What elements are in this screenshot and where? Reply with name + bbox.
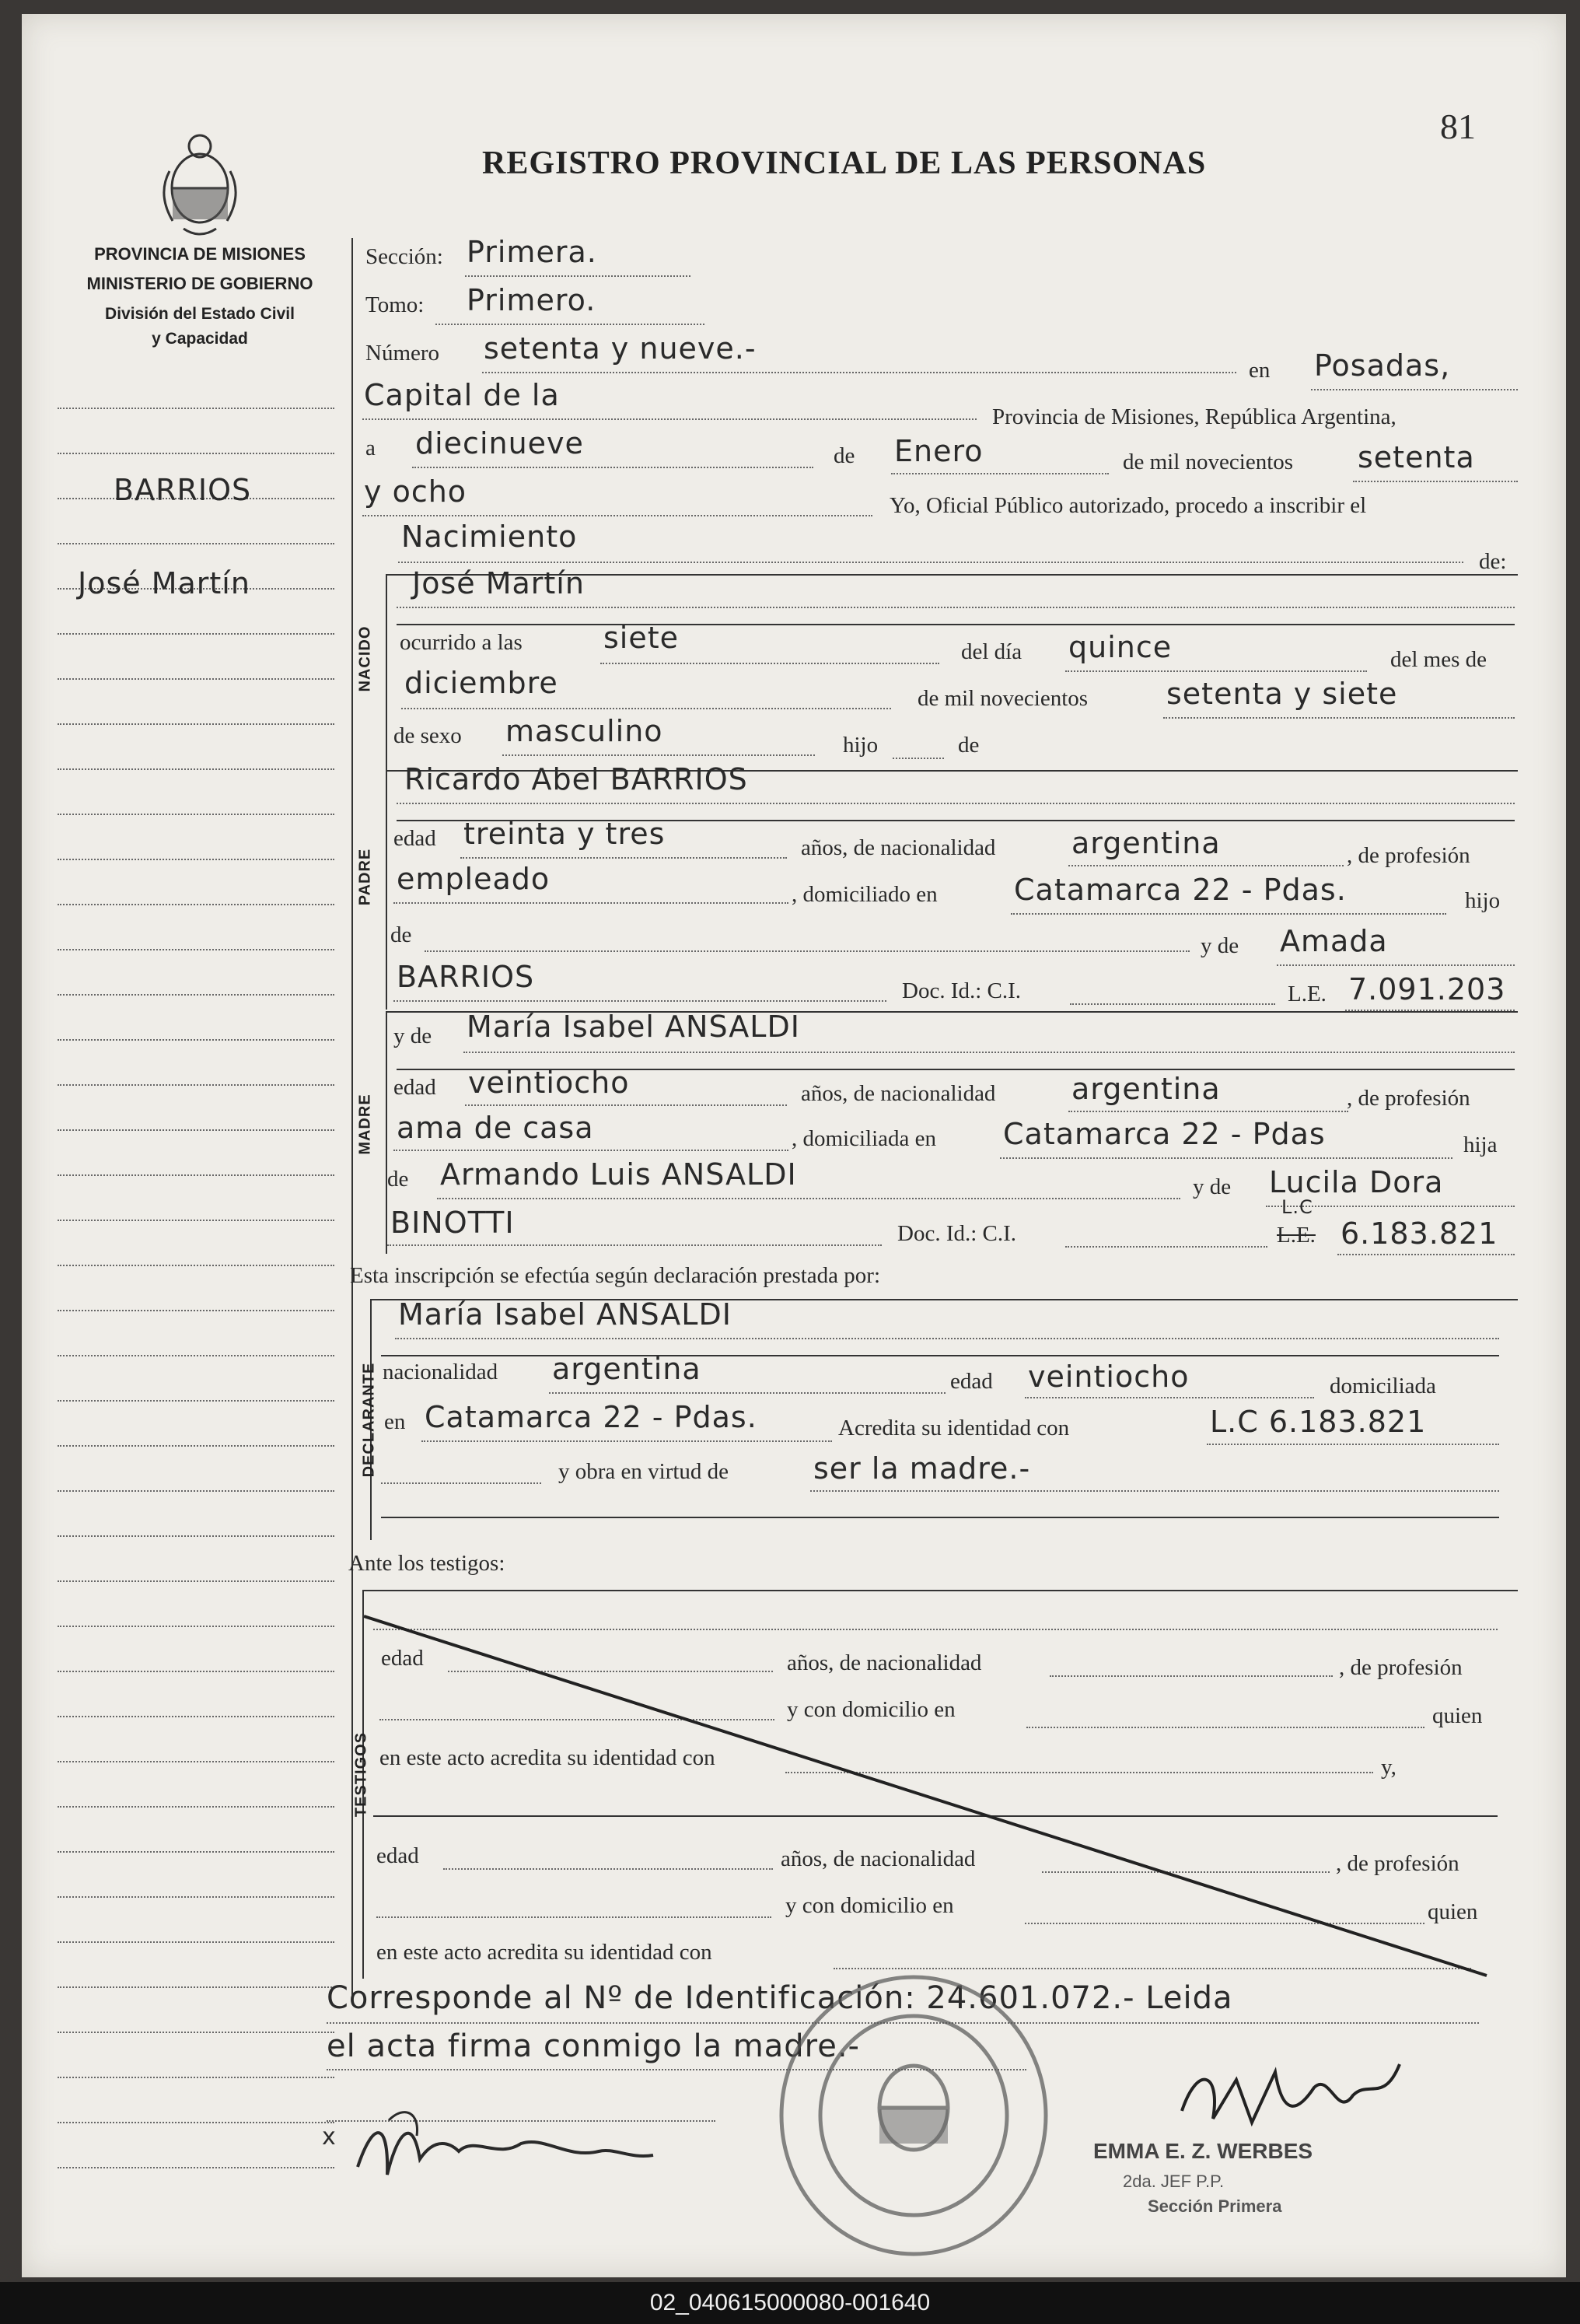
side-label-madre: MADRE xyxy=(356,1094,374,1155)
field-padre-dom: Catamarca 22 - Pdas. xyxy=(1014,873,1347,907)
issuer-line1: PROVINCIA DE MISIONES xyxy=(94,244,306,264)
label-t2-edad: edad xyxy=(376,1843,419,1868)
field-sexo: masculino xyxy=(505,714,663,748)
margin-ruled-line xyxy=(58,949,334,950)
margin-ruled-line xyxy=(58,2122,334,2123)
label-hijo2: hijo xyxy=(1465,888,1501,913)
margin-ruled-line xyxy=(58,1445,334,1447)
field-lugar: Posadas, xyxy=(1314,348,1451,383)
label-domiciliada: domiciliada xyxy=(1330,1374,1436,1398)
field-madre-nombre: María Isabel ANSALDI xyxy=(467,1010,800,1044)
field-anio-nac: setenta y siete xyxy=(1166,677,1398,711)
field-mes: Enero xyxy=(894,434,984,468)
field-dia-nac: quince xyxy=(1068,630,1173,664)
side-label-padre: PADRE xyxy=(356,848,374,906)
label-de2: de xyxy=(958,733,980,758)
label-t2-anios: años, de nacionalidad xyxy=(781,1846,976,1871)
field-padre-madre-ap: BARRIOS xyxy=(397,960,535,994)
label-nacionalidad: nacionalidad xyxy=(383,1360,498,1384)
label-padre-de: de xyxy=(390,922,412,947)
margin-ruled-line xyxy=(58,859,334,860)
label-doc-id: Doc. Id.: C.I. xyxy=(902,978,1022,1003)
label-t1-quien: quien xyxy=(1432,1703,1483,1728)
margin-ruled-line xyxy=(58,2167,334,2168)
field-madre-edad: veintiocho xyxy=(468,1066,630,1100)
field-madre-le-struck: L.E. xyxy=(1277,1223,1316,1248)
side-label-nacido: NACIDO xyxy=(356,625,374,692)
margin-ruled-line xyxy=(58,1490,334,1492)
label-y-de: y de xyxy=(1201,933,1239,958)
margin-ruled-line xyxy=(58,408,334,409)
margin-ruled-line xyxy=(58,1265,334,1266)
mother-signature-icon xyxy=(342,2089,669,2206)
label-t1-anios: años, de nacionalidad xyxy=(787,1650,982,1675)
side-label-testigos: TESTIGOS xyxy=(352,1731,370,1818)
label-madre-edad: edad xyxy=(393,1075,436,1100)
margin-ruled-line xyxy=(58,543,334,544)
label-madre-profesion: , de profesión xyxy=(1347,1086,1470,1111)
field-madre-padre: Armando Luis ANSALDI xyxy=(440,1157,797,1192)
label-hijo: hijo xyxy=(843,733,879,758)
official-section-stamp: Sección Primera xyxy=(1148,2196,1282,2216)
margin-ruled-line xyxy=(58,1355,334,1356)
document-title: REGISTRO PROVINCIAL DE LAS PERSONAS xyxy=(482,145,1207,181)
field-madre-lc: L.C xyxy=(1281,1196,1313,1218)
field-padre-prof: empleado xyxy=(397,862,551,896)
field-decl-dom: Catamarca 22 - Pdas. xyxy=(425,1400,757,1434)
label-decl-en: en xyxy=(384,1409,406,1434)
field-padre-madre: Amada xyxy=(1280,924,1388,958)
field-madre-nac: argentina xyxy=(1071,1072,1221,1106)
field-acto: Nacimiento xyxy=(401,520,578,554)
note-line2: el acta firma conmigo la madre.- xyxy=(327,2028,860,2064)
label-domiciliado-en: , domiciliado en xyxy=(792,882,938,907)
label-ante-testigos: Ante los testigos: xyxy=(348,1551,505,1576)
label-le: L.E. xyxy=(1288,982,1327,1006)
label-t1-domicilio: y con domicilio en xyxy=(787,1697,956,1722)
field-madre-dom: Catamarca 22 - Pdas xyxy=(1003,1117,1326,1151)
label-yo-oficial: Yo, Oficial Público autorizado, procedo a inscribir el xyxy=(890,493,1367,518)
field-decl-edad: veintiocho xyxy=(1028,1360,1190,1394)
field-decl-nombre: María Isabel ANSALDI xyxy=(398,1297,732,1332)
label-madre-doc-id: Doc. Id.: C.I. xyxy=(897,1221,1017,1246)
label-t1-y: y, xyxy=(1381,1755,1396,1780)
label-t2-profesion: , de profesión xyxy=(1336,1851,1459,1876)
label-t1-edad: edad xyxy=(381,1646,424,1671)
label-numero: Número xyxy=(365,341,440,366)
margin-surname: BARRIOS xyxy=(114,473,252,507)
margin-ruled-line xyxy=(58,2077,334,2078)
signature-x-mark: x xyxy=(322,2123,337,2151)
label-madre-anios: años, de nacionalidad xyxy=(801,1081,996,1106)
official-seal-icon xyxy=(770,1968,1057,2263)
label-de-mil2: de mil novecientos xyxy=(918,686,1089,711)
margin-ruled-line xyxy=(58,1310,334,1311)
margin-ruled-line xyxy=(58,453,334,454)
field-dia: diecinueve xyxy=(415,426,584,460)
label-padre-edad: edad xyxy=(393,826,436,851)
margin-ruled-line xyxy=(58,994,334,996)
official-signature-icon xyxy=(1166,2049,1415,2150)
margin-ruled-line xyxy=(58,1129,334,1131)
page-number: 81 xyxy=(1440,107,1476,146)
label-del-dia: del día xyxy=(961,639,1022,664)
margin-ruled-line xyxy=(58,1580,334,1582)
label-domiciliada-en: , domiciliada en xyxy=(792,1126,937,1151)
label-tomo: Tomo: xyxy=(365,292,425,317)
margin-ruled-line xyxy=(58,723,334,725)
label-de-colon: de: xyxy=(1479,549,1507,574)
margin-ruled-line xyxy=(58,1174,334,1176)
field-anio-b: y ocho xyxy=(364,474,467,509)
scan-footer-id: 02_040615000080-001640 xyxy=(649,2290,931,2315)
label-seccion: Sección: xyxy=(365,244,443,269)
field-padre-nombre: Ricardo Abel BARRIOS xyxy=(404,762,748,796)
field-anio-a: setenta xyxy=(1358,440,1475,474)
issuer-line4: y Capacidad xyxy=(152,330,248,348)
margin-ruled-line xyxy=(58,1039,334,1041)
issuer-line3: División del Estado Civil xyxy=(105,305,295,323)
field-decl-nac: argentina xyxy=(552,1352,701,1386)
label-de-sexo: de sexo xyxy=(393,723,462,748)
label-padre-profesion: , de profesión xyxy=(1347,843,1470,868)
field-numero: setenta y nueve.- xyxy=(484,331,757,366)
label-y-obra: y obra en virtud de xyxy=(558,1459,729,1484)
coat-of-arms-icon xyxy=(152,124,247,241)
label-a: a xyxy=(365,436,376,460)
field-seccion: Primera. xyxy=(467,235,597,269)
margin-ruled-line xyxy=(58,904,334,905)
field-padre-doc: 7.091.203 xyxy=(1348,972,1506,1006)
label-t2-acredita: en este acto acredita su identidad con xyxy=(376,1940,712,1965)
margin-ruled-line xyxy=(58,1671,334,1672)
margin-ruled-line xyxy=(58,1806,334,1808)
field-padre-edad: treinta y tres xyxy=(463,817,666,851)
label-acredita: Acredita su identidad con xyxy=(838,1416,1070,1440)
label-t1-profesion: , de profesión xyxy=(1339,1655,1463,1680)
issuer-line2: MINISTERIO DE GOBIERNO xyxy=(86,274,313,293)
label-ocurrido: ocurrido a las xyxy=(400,630,523,655)
label-del-mes: del mes de xyxy=(1390,647,1487,672)
margin-ruled-line xyxy=(58,1986,334,1988)
margin-ruled-line xyxy=(58,1941,334,1943)
label-padre-anios: años, de nacionalidad xyxy=(801,835,996,860)
label-t2-domicilio: y con domicilio en xyxy=(785,1893,954,1918)
margin-ruled-line xyxy=(58,1626,334,1627)
label-hija: hija xyxy=(1463,1132,1498,1157)
label-provincia: Provincia de Misiones, República Argentina, xyxy=(992,404,1396,429)
cancellation-line xyxy=(358,1610,1493,1983)
field-decl-virtud: ser la madre.- xyxy=(813,1451,1031,1486)
label-madre-de: de xyxy=(387,1167,409,1192)
margin-ruled-line xyxy=(58,1851,334,1853)
field-mes-nac: diciembre xyxy=(404,666,558,700)
label-decl-edad: edad xyxy=(950,1369,993,1394)
field-tomo: Primero. xyxy=(467,283,596,317)
field-madre-madre-ap: BINOTTI xyxy=(390,1206,515,1240)
label-en: en xyxy=(1249,358,1271,383)
label-y-de-madre: y de xyxy=(393,1024,432,1048)
label-de-mil: de mil novecientos xyxy=(1123,450,1294,474)
margin-ruled-line xyxy=(58,1084,334,1086)
official-name-stamp: EMMA E. Z. WERBES xyxy=(1093,2139,1313,2163)
field-madre-doc: 6.183.821 xyxy=(1341,1216,1498,1251)
margin-ruled-line xyxy=(58,633,334,635)
field-lugar2: Capital de la xyxy=(364,378,560,412)
label-t2-quien: quien xyxy=(1428,1899,1478,1924)
label-madre-y-de: y de xyxy=(1193,1174,1232,1199)
margin-ruled-line xyxy=(58,1761,334,1762)
field-padre-nac: argentina xyxy=(1071,826,1221,860)
margin-ruled-line xyxy=(58,814,334,815)
field-madre-prof: ama de casa xyxy=(397,1111,594,1145)
note-line1: Corresponde al Nº de Identificación: 24.601.072.- Leida xyxy=(327,1980,1233,2016)
field-hora: siete xyxy=(603,621,680,655)
label-de: de xyxy=(834,443,855,468)
margin-ruled-line xyxy=(58,2032,334,2033)
field-decl-doc: L.C 6.183.821 xyxy=(1210,1405,1427,1439)
margin-ruled-line xyxy=(58,678,334,680)
label-inscripcion: Esta inscripción se efectúa según declaración prestada por: xyxy=(350,1263,881,1288)
margin-ruled-line xyxy=(58,768,334,770)
side-label-declarante: DECLARANTE xyxy=(360,1362,378,1478)
margin-given-names: José Martín xyxy=(78,566,250,600)
margin-ruled-line xyxy=(58,1716,334,1717)
field-nacido-nombre: José Martín xyxy=(412,566,585,600)
margin-ruled-line xyxy=(58,1896,334,1898)
official-role-stamp: 2da. JEF P.P. xyxy=(1123,2172,1225,2191)
margin-ruled-line xyxy=(58,1400,334,1402)
field-madre-madre: Lucila Dora xyxy=(1269,1165,1444,1199)
margin-ruled-line xyxy=(58,1220,334,1221)
label-t1-acredita: en este acto acredita su identidad con xyxy=(379,1745,715,1770)
margin-ruled-line xyxy=(58,1535,334,1537)
